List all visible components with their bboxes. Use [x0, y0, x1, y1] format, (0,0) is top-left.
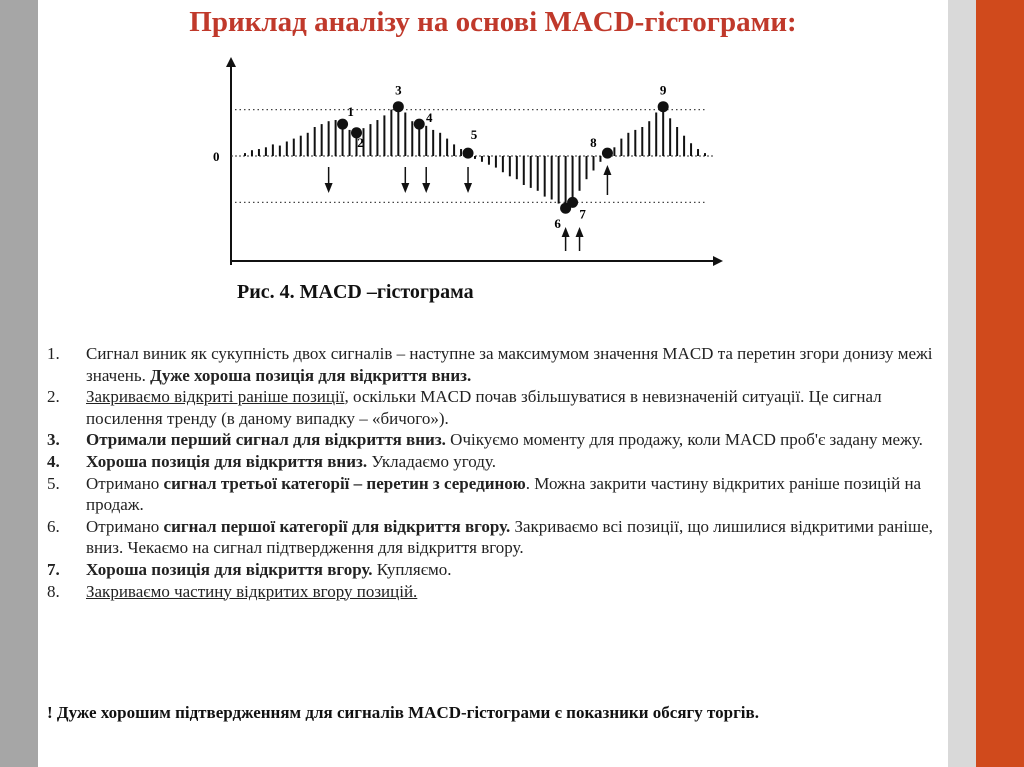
marked-point: [393, 101, 404, 112]
marked-point: [337, 119, 348, 130]
list-item-text: Укладаємо угоду.: [367, 451, 496, 471]
point-label: 9: [659, 82, 667, 98]
list-item: [47, 559, 942, 581]
list-item: [47, 343, 942, 386]
right-accent-bar: [976, 0, 1024, 767]
list-item-text: сигнал першої категорії для відкриття вгору.: [163, 516, 511, 536]
list-item-text: Закриваємо всі позиції, що лишилися відкритими раніше, вниз. Чекаємо на сигнал підтвердження для відкриття вгору.: [86, 516, 933, 558]
list-item-number: 3.: [47, 430, 60, 450]
list-item-text: Отримано: [86, 473, 164, 493]
list-item-text: Очікуємо моменту для продажу, коли MACD проб'є задану межу.: [445, 430, 923, 450]
macd-histogram-chart: [205, 55, 745, 275]
point-label: 7: [579, 206, 586, 222]
point-label: 2: [357, 134, 364, 150]
x-axis-arrow: [713, 256, 723, 266]
list-item: [47, 429, 942, 451]
list-item-text: Сигнал виник як сукупність двох сигналів – наступне за максимумом значення MACD та перетин згори донизу межі значень.: [86, 344, 933, 385]
list-item-number: 4.: [47, 451, 60, 471]
list-item-number: 8.: [47, 581, 60, 601]
slide-title: Приклад аналізу на основі MACD-гістограми:: [189, 6, 797, 38]
list-item-text: Отримали перший сигнал для відкриття вниз.: [86, 430, 446, 450]
marked-point: [658, 101, 669, 112]
up-arrow-head: [603, 165, 611, 175]
list-item-text: Дуже хороша позиція для відкриття вниз.: [150, 365, 472, 385]
list-item-number: 1.: [47, 344, 60, 363]
list-item: [47, 581, 942, 603]
list-item: [47, 451, 942, 473]
point-label: 1: [347, 104, 354, 120]
list-item-text: Отримано: [86, 516, 164, 536]
list-item-number: 7.: [47, 559, 60, 579]
marked-point: [414, 119, 425, 130]
up-arrow-head: [576, 227, 584, 237]
list-item-text: Хороша позиція для відкриття вгору.: [86, 559, 373, 579]
left-side-bar: [0, 0, 38, 767]
up-arrow-head: [562, 227, 570, 237]
list-item: [47, 473, 942, 516]
list-item-text: Хороша позиція для відкриття вниз.: [86, 451, 368, 471]
marked-point: [602, 148, 613, 159]
point-label: 6: [554, 216, 561, 232]
point-label: 5: [470, 127, 478, 143]
right-gray-bar: [948, 0, 976, 767]
list-item-text: Закриваємо частину відкритих вгору позицій.: [86, 581, 418, 601]
list-item-text: сигнал третьої категорії – перетин з серединою: [163, 473, 526, 493]
down-arrow-head: [422, 183, 430, 193]
figure-caption: Рис. 4. MACD –гістограма: [237, 281, 474, 303]
volume-note: ! Дуже хорошим підтвердженням для сигналів MACD-гістограми є показники обсягу торгів.: [47, 703, 759, 722]
down-arrow-head: [401, 183, 409, 193]
zero-label: 0: [213, 149, 220, 164]
marked-point: [567, 197, 578, 208]
y-axis-arrow: [226, 57, 236, 67]
list-item-text: Купляємо.: [372, 559, 452, 579]
point-label: 8: [590, 135, 597, 151]
list-item-number: 5.: [47, 473, 60, 493]
list-item-number: 6.: [47, 516, 60, 536]
macd-histogram-figure: [205, 55, 745, 275]
marked-point: [463, 148, 474, 159]
list-item-number: 2.: [47, 387, 60, 407]
signal-list: [47, 343, 942, 602]
list-item-text: , оскільки MACD почав збільшуватися в невизначеній ситуації. Це сигнал посилення тренду (в даному випадку – «бичого»).: [86, 387, 882, 428]
point-label: 4: [425, 110, 433, 126]
list-item: [47, 516, 942, 559]
down-arrow-head: [464, 183, 472, 193]
list-item: [47, 386, 942, 429]
list-item-text: Закриваємо відкриті раніше позиції: [86, 387, 345, 407]
down-arrow-head: [325, 183, 333, 193]
list-item-text: . Можна закрити частину відкритих раніше позицій на продаж.: [86, 473, 922, 515]
point-label: 3: [395, 82, 402, 98]
